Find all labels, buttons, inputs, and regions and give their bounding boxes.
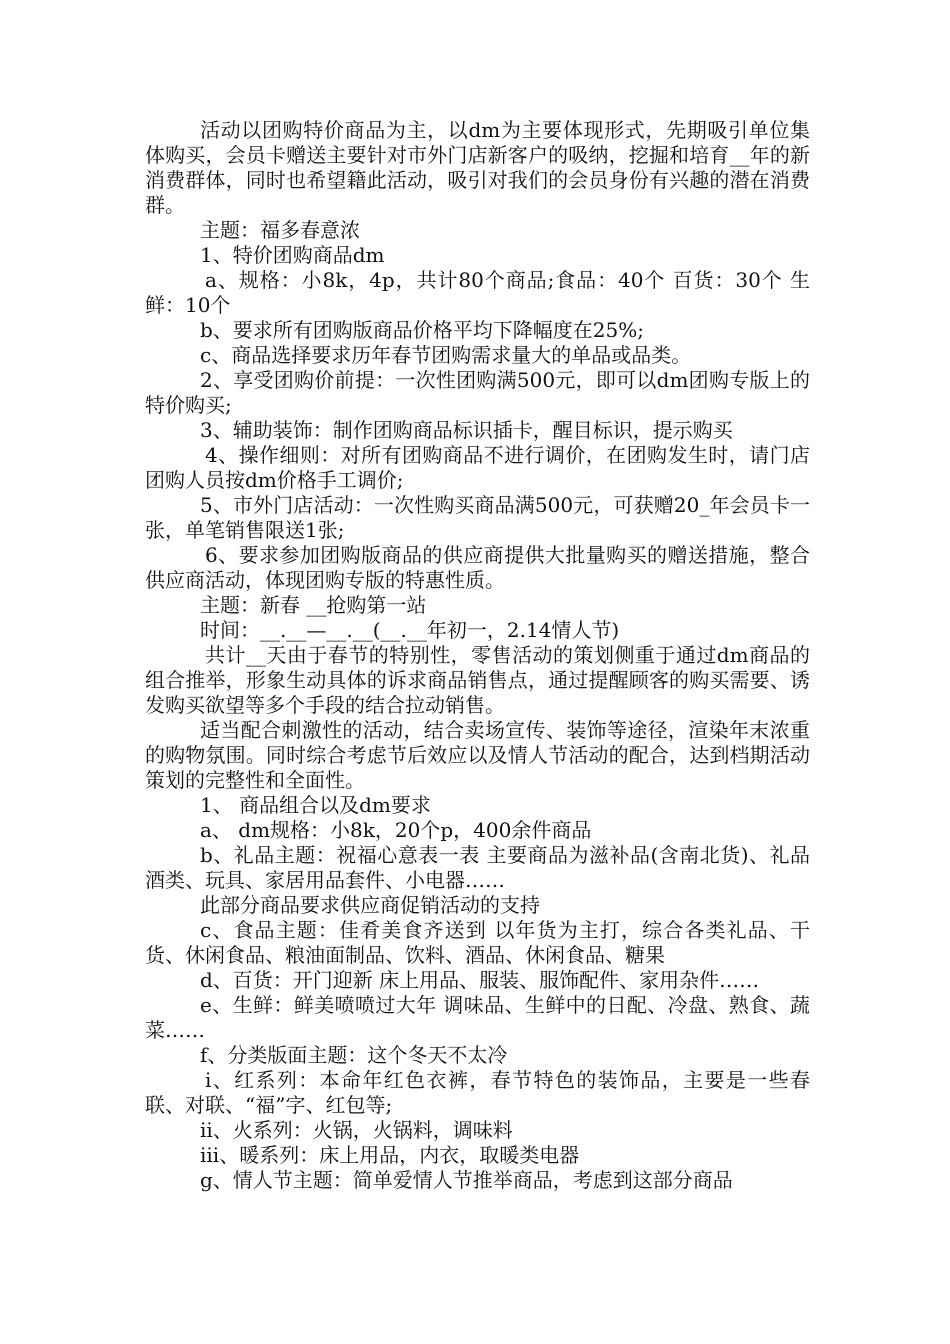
paragraph-atmosphere: 适当配合刺激性的活动，结合卖场宣传、装饰等途径，渲染年末浓重的购物氛围。同时综合考虑节后效应以及情人节活动的配合，达到档期活动策划的完整性和全面性。 <box>145 718 810 792</box>
document-body <box>145 118 810 1193</box>
paragraph-section-1a: a、 dm规格：小8k，20个p，400余件商品 <box>200 818 592 842</box>
paragraph-section-1d: d、百货：开门迎新 床上用品、服装、服饰配件、家用杂件…… <box>200 968 760 992</box>
paragraph-theme-1: 主题：福多春意浓 <box>200 218 360 242</box>
paragraph-item-1: 1、特价团购商品dm <box>200 243 385 267</box>
paragraph-section-1b: b、礼品主题：祝福心意表一表 主要商品为滋补品(含南北货)、礼品酒类、玩具、家居用品套件、小电器…… <box>145 843 810 892</box>
paragraph-section-1: 1、 商品组合以及dm要求 <box>200 793 431 817</box>
paragraph-series-red: i、红系列：本命年红色衣裤，春节特色的装饰品，主要是一些春联、对联、“福”字、红包等; <box>145 1068 810 1117</box>
paragraph-series-fire: ii、火系列：火锅，火锅料，调味料 <box>200 1118 513 1142</box>
paragraph-item-1b: b、要求所有团购版商品价格平均下降幅度在25%; <box>200 318 644 342</box>
paragraph-item-6: 6、要求参加团购版商品的供应商提供大批量购买的赠送措施，整合供应商活动，体现团购专版的特惠性质。 <box>145 543 810 592</box>
paragraph-item-1c: c、商品选择要求历年春节团购需求量大的单品或品类。 <box>200 343 692 367</box>
paragraph-item-1a: a、规格：小8k，4p，共计80个商品;食品：40个 百货：30个 生鲜：10个 <box>145 268 810 317</box>
paragraph-item-3: 3、辅助装饰：制作团购商品标识插卡，醒目标识，提示购买 <box>200 418 733 442</box>
paragraph-intro: 活动以团购特价商品为主，以dm为主要体现形式，先期吸引单位集体购买，会员卡赠送主要针对市外门店新客户的吸纳，挖掘和培育__年的新消费群体，同时也希望籍此活动，吸引对我们的会员身份有兴趣的潜在消费群。 <box>145 118 810 217</box>
paragraph-total-days: 共计__天由于春节的特别性，零售活动的策划侧重于通过dm商品的组合推举，形象生动具体的诉求商品销售点，通过提醒顾客的购买需要、诱发购买欲望等多个手段的结合拉动销售。 <box>145 643 810 717</box>
paragraph-item-2: 2、享受团购价前提：一次性团购满500元，即可以dm团购专版上的特价购买; <box>145 368 810 417</box>
paragraph-time: 时间：__.__—__.__(__.__年初一，2.14情人节) <box>200 618 620 642</box>
paragraph-series-warm: iii、暖系列：床上用品，内衣，取暖类电器 <box>200 1143 580 1167</box>
paragraph-section-1f: f、分类版面主题：这个冬天不太冷 <box>200 1043 508 1067</box>
paragraph-section-1e: e、生鲜：鲜美喷喷过大年 调味品、生鲜中的日配、冷盘、熟食、蔬菜…… <box>145 993 810 1042</box>
paragraph-item-4: 4、操作细则：对所有团购商品不进行调价，在团购发生时，请门店团购人员按dm价格手工调价; <box>145 443 810 492</box>
paragraph-theme-2: 主题：新春 __抢购第一站 <box>200 593 427 617</box>
paragraph-item-5: 5、市外门店活动：一次性购买商品满500元，可获赠20_年会员卡一张，单笔销售限送1张; <box>145 493 810 542</box>
paragraph-section-1g: g、情人节主题：简单爱情人节推举商品，考虑到这部分商品 <box>200 1168 733 1192</box>
paragraph-supplier-support: 此部分商品要求供应商促销活动的支持 <box>200 893 540 917</box>
paragraph-section-1c: c、食品主题：佳肴美食齐送到 以年货为主打，综合各类礼品、干货、休闲食品、粮油面制品、饮料、酒品、休闲食品、糖果 <box>145 918 810 967</box>
